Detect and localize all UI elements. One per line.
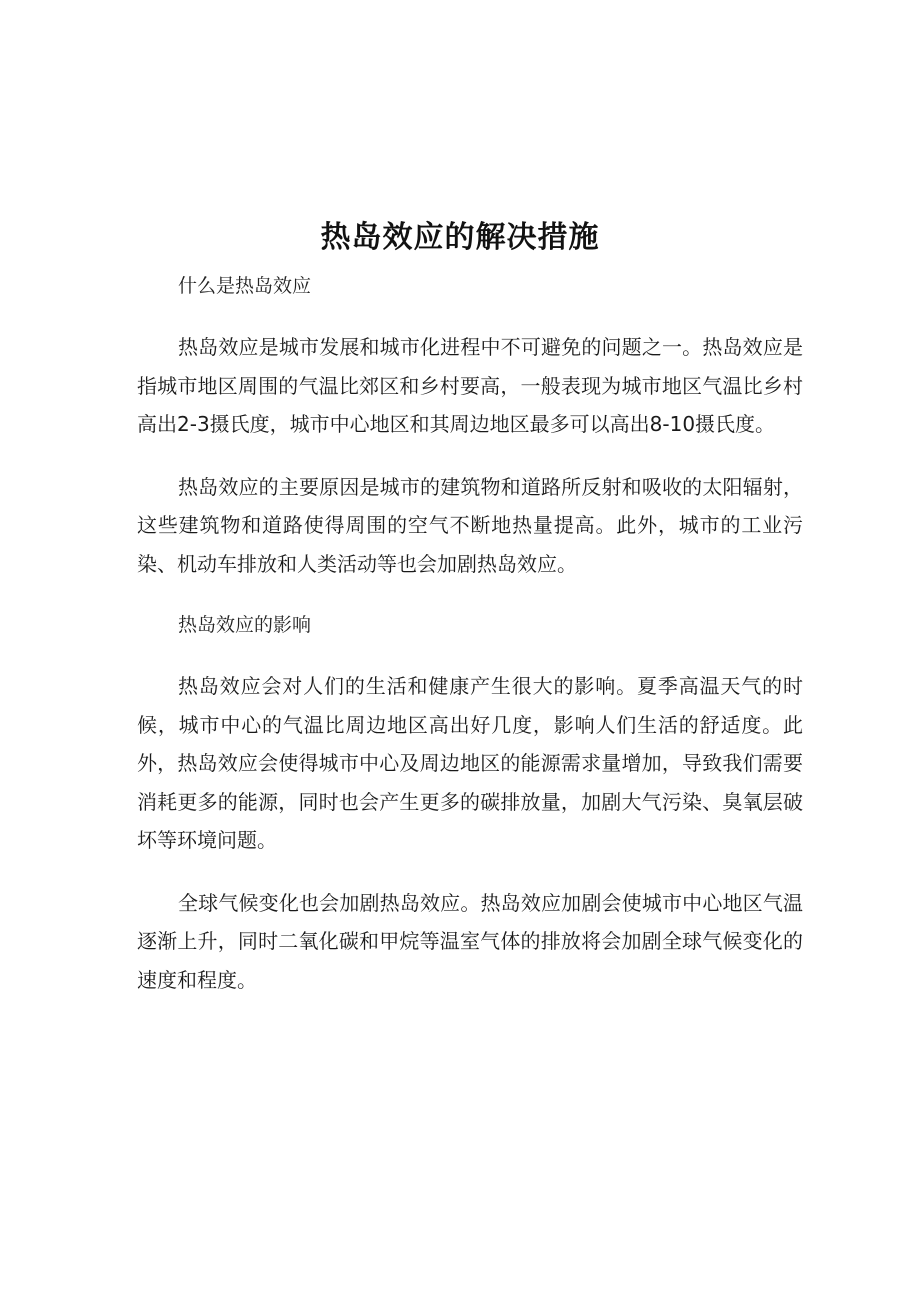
document-body [137, 268, 803, 1023]
section-heading-impact: 热岛效应的影响 [178, 614, 312, 636]
paragraph-definition: 热岛效应是城市发展和城市化进程中不可避免的问题之一。热岛效应是指城市地区周围的气温比郊区和乡村要高，一般表现为城市地区气温比乡村高出2-3摄氏度，城市中心地区和其周边地区最多可以高出8-10摄氏度。 [137, 335, 803, 436]
section-heading-what-is: 什么是热岛效应 [178, 275, 312, 297]
paragraph-climate: 全球气候变化也会加剧热岛效应。热岛效应加剧会使城市中心地区气温逐渐上升，同时二氧化碳和甲烷等温室气体的排放将会加剧全球气候变化的速度和程度。 [137, 890, 803, 992]
paragraph-impact: 热岛效应会对人们的生活和健康产生很大的影响。夏季高温天气的时候，城市中心的气温比周边地区高出好几度，影响人们生活的舒适度。此外，热岛效应会使得城市中心及周边地区的能源需求量增加，导致我们需要消耗更多的能源，同时也会产生更多的碳排放量，加剧大气污染、臭氧层破坏等环境问题。 [137, 674, 803, 852]
page-title: 热岛效应的解决措施 [320, 220, 600, 255]
paragraph-causes: 热岛效应的主要原因是城市的建筑物和道路所反射和吸收的太阳辐射，这些建筑物和道路使得周围的空气不断地热量提高。此外，城市的工业污染、机动车排放和人类活动等也会加剧热岛效应。 [137, 474, 803, 576]
